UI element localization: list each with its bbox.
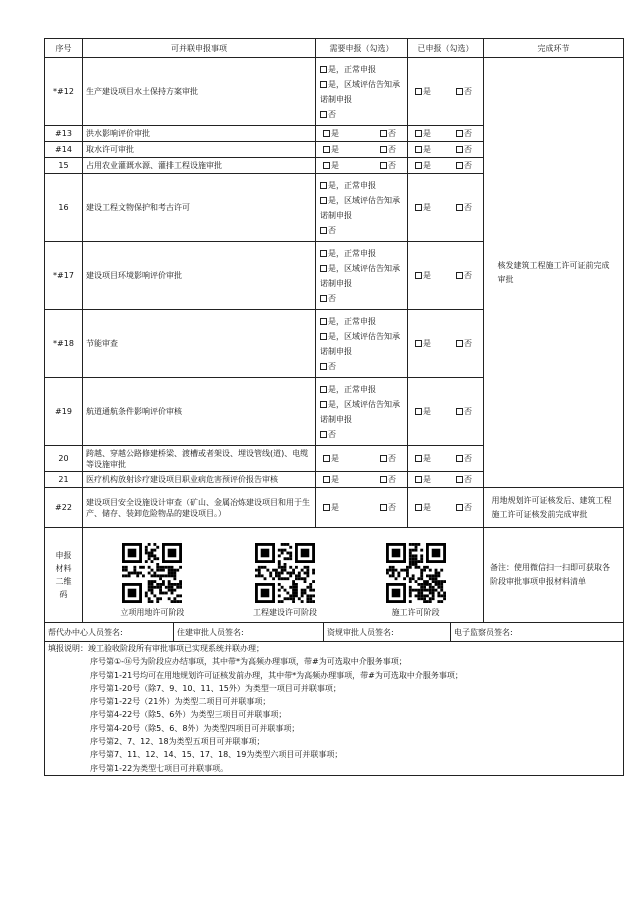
need-yes-checkbox[interactable] [323,455,330,462]
notes-line: 序号第7、11、12、14、15、17、18、19为类型六项目可并联事项； [90,750,343,760]
row-need [316,446,408,472]
need-no-option: 否 [380,502,396,513]
row-done [408,378,484,446]
done-yes-option: 是 [415,144,431,155]
need-yes-option: 是 [323,144,339,155]
need-no-checkbox[interactable] [380,476,387,483]
row-no: *#12 [45,58,83,126]
notes-line: 序号第1-22为类型七项目可并联事项。 [90,763,229,773]
need-yes-checkbox[interactable] [323,162,330,169]
done-no-option: 否 [456,128,472,139]
done-yes-checkbox[interactable] [415,146,422,153]
qr-caption: 立项用地许可阶段 [120,608,185,617]
done-no-option: 否 [456,474,472,485]
row-no: 16 [45,174,83,242]
done-no-checkbox[interactable] [456,455,463,462]
row-done [408,488,484,528]
row-item: 生产建设项目水土保持方案审批 [83,58,316,126]
need-normal-checkbox[interactable] [320,318,327,325]
need-no-checkbox[interactable] [380,455,387,462]
done-no-option: 否 [456,160,472,171]
table-body [45,58,624,528]
row-need [316,174,408,242]
done-yes-checkbox[interactable] [415,340,422,347]
done-yes-checkbox[interactable] [415,272,422,279]
done-no-option: 否 [456,338,472,349]
done-yes-checkbox[interactable] [415,476,422,483]
need-no-checkbox[interactable] [380,146,387,153]
row-item: 跨越、穿越公路修建桥梁、渡槽或者架设、埋设管线(道)、电缆等设施审批 [83,446,316,472]
qr-row [45,528,624,623]
header-stage: 完成环节 [484,39,624,58]
row-item: 取水许可审批 [83,142,316,158]
row-done [408,58,484,126]
notes-title: 填报说明：竣工验收阶段所有审批事项已实现系统并联办理； [48,644,264,653]
need-yes-option: 是 [323,160,339,171]
done-yes-option: 是 [415,270,431,281]
done-no-option: 否 [456,406,472,417]
row-need [316,488,408,528]
done-no-checkbox[interactable] [456,408,463,415]
need-region-option: 是，区域评估告知承诺制申报 [320,399,400,424]
approval-table [44,38,624,623]
table-row [45,488,624,528]
row-done [408,310,484,378]
row-done [408,242,484,310]
qr-caption: 工程建设许可阶段 [252,608,317,617]
row-need [316,158,408,174]
row-need [316,472,408,488]
need-normal-option: 是，正常申报 [320,314,404,329]
row-need [316,378,408,446]
done-no-checkbox[interactable] [456,204,463,211]
done-yes-option: 是 [415,474,431,485]
done-no-checkbox[interactable] [456,340,463,347]
row-done [408,472,484,488]
row-done [408,446,484,472]
done-yes-option: 是 [415,128,431,139]
done-no-checkbox[interactable] [456,476,463,483]
header-item: 可并联申报事项 [83,39,316,58]
signature-planning[interactable]: 资规审批人员签名: [324,623,451,642]
need-normal-checkbox[interactable] [320,386,327,393]
need-no-checkbox[interactable] [380,504,387,511]
done-yes-checkbox[interactable] [415,504,422,511]
row-need [316,126,408,142]
row-item: 建设项目安全设施设计审查（矿山、金属冶炼建设项目和用于生产、储存、装卸危险物品的建设项目。） [83,488,316,528]
done-yes-checkbox[interactable] [415,130,422,137]
done-yes-option: 是 [415,502,431,513]
need-yes-option: 是 [323,502,339,513]
need-region-option: 是，区域评估告知承诺制申报 [320,195,400,220]
done-no-option: 否 [456,202,472,213]
done-no-checkbox[interactable] [456,504,463,511]
need-no-checkbox[interactable] [380,130,387,137]
done-yes-option: 是 [415,453,431,464]
qr-item[interactable] [386,543,446,618]
approval-form [44,38,623,776]
need-normal-option: 是，正常申报 [320,382,404,397]
need-no-checkbox[interactable] [320,295,327,302]
row-no: 20 [45,446,83,472]
header-done: 已申报（勾选） [408,39,484,58]
row-item: 医疗机构放射诊疗建设项目职业病危害预评价报告审核 [83,472,316,488]
row-need [316,58,408,126]
need-normal-option: 是，正常申报 [320,246,404,261]
row-item: 占用农业灌溉水源、灌排工程设施审批 [83,158,316,174]
done-yes-checkbox[interactable] [415,162,422,169]
qr-code-icon [255,543,315,603]
need-normal-option: 是，正常申报 [320,178,404,193]
table-row [45,58,624,126]
need-region-checkbox[interactable] [320,197,327,204]
need-region-option: 是，区域评估告知承诺制申报 [320,331,400,356]
row-done [408,174,484,242]
need-normal-checkbox[interactable] [320,182,327,189]
row-need [316,142,408,158]
need-no-option: 否 [380,128,396,139]
qr-code-icon [386,543,446,603]
signature-row [45,623,624,642]
qr-code-icon [122,543,182,603]
done-yes-option: 是 [415,202,431,213]
row-need [316,242,408,310]
need-region-checkbox[interactable] [320,81,327,88]
qr-codes-cell [83,528,484,623]
row-done [408,158,484,174]
need-region-checkbox[interactable] [320,265,327,272]
need-normal-checkbox[interactable] [320,250,327,257]
row-done [408,126,484,142]
qr-caption: 施工许可阶段 [391,608,440,617]
qr-item[interactable] [120,543,184,618]
stage-cell-2: 用地规划许可证核发后、建筑工程施工许可证核发前完成审批 [484,488,624,528]
signature-construction[interactable]: 住建审批人员签名: [174,623,324,642]
done-no-option: 否 [456,144,472,155]
done-yes-option: 是 [415,338,431,349]
row-need [316,310,408,378]
qr-codes [86,532,480,618]
need-yes-option: 是 [323,453,339,464]
need-yes-option: 是 [323,474,339,485]
notes-line: 序号第①-⑯号为阶段应办结事项，其中带*为高频办理事项，带#为可选取中介服务事项； [90,657,407,667]
need-no-checkbox[interactable] [320,227,327,234]
row-no: #19 [45,378,83,446]
need-normal-option: 是，正常申报 [320,62,404,77]
notes-line: 序号第4-22号（除5、6外）为类型三项目可并联事项； [90,710,287,720]
row-no: #13 [45,126,83,142]
signature-table [44,622,624,776]
need-no-option: 否 [320,359,404,374]
done-yes-option: 是 [415,86,431,97]
done-yes-option: 是 [415,406,431,417]
row-no: *#18 [45,310,83,378]
qr-label: 申报材料二维码 [45,528,83,623]
need-no-checkbox[interactable] [320,363,327,370]
need-no-checkbox[interactable] [320,111,327,118]
notes-line: 序号第1-21号均可在用地规划许可证核发前办理，其中带*为高频办理事项，带#为可选取中介服务事项； [90,670,463,680]
row-no: #22 [45,488,83,528]
row-done [408,142,484,158]
done-yes-checkbox[interactable] [415,455,422,462]
need-region-checkbox[interactable] [320,333,327,340]
done-no-option: 否 [456,502,472,513]
row-item: 洪水影响评价审批 [83,126,316,142]
need-no-option: 否 [380,160,396,171]
need-yes-checkbox[interactable] [323,130,330,137]
row-no: #14 [45,142,83,158]
signature-supervisor[interactable]: 电子监察员签名: [451,623,624,642]
done-yes-option: 是 [415,160,431,171]
row-item: 建设项目环境影响评价审批 [83,242,316,310]
signature-helper-center[interactable]: 帮代办中心人员签名: [45,623,174,642]
need-yes-checkbox[interactable] [323,146,330,153]
notes-line: 序号第4-20号（除5、6、8外）为类型四项目可并联事项； [90,723,300,733]
row-item: 建设工程文物保护和考古许可 [83,174,316,242]
notes-line: 序号第1-22号（21外）为类型二项目可并联事项； [90,697,271,707]
need-normal-checkbox[interactable] [320,66,327,73]
done-no-checkbox[interactable] [456,88,463,95]
need-no-option: 否 [380,474,396,485]
row-no: 15 [45,158,83,174]
done-no-checkbox[interactable] [456,162,463,169]
done-no-option: 否 [456,453,472,464]
done-yes-checkbox[interactable] [415,204,422,211]
header-no: 序号 [45,39,83,58]
notes [45,642,624,776]
row-item: 航道通航条件影响评价审核 [83,378,316,446]
need-region-checkbox[interactable] [320,401,327,408]
notes-row [45,642,624,776]
notes-line: 序号第1-20号（除7、9、10、11、15外）为类型一项目可并联事项； [90,683,341,693]
header-need: 需要申报（勾选） [316,39,408,58]
need-no-checkbox[interactable] [320,431,327,438]
done-no-checkbox[interactable] [456,272,463,279]
need-no-option: 否 [380,453,396,464]
row-no: 21 [45,472,83,488]
done-no-option: 否 [456,86,472,97]
done-yes-checkbox[interactable] [415,88,422,95]
need-no-option: 否 [320,291,404,306]
row-item: 节能审查 [83,310,316,378]
notes-line: 序号第2、7、12、18为类型五项目可并联事项； [90,737,265,747]
need-no-option: 否 [320,107,404,122]
need-yes-option: 是 [323,128,339,139]
need-no-checkbox[interactable] [380,162,387,169]
stage-cell-1: 核发建筑工程施工许可证前完成审批 [484,58,624,488]
done-no-option: 否 [456,270,472,281]
need-no-option: 否 [320,223,404,238]
done-yes-checkbox[interactable] [415,408,422,415]
row-no: *#17 [45,242,83,310]
qr-remark: 备注：使用微信扫一扫即可获取各阶段审批事项申报材料清单 [484,528,624,623]
done-no-checkbox[interactable] [456,146,463,153]
notes-lines [48,655,620,775]
need-region-option: 是，区域评估告知承诺制申报 [320,79,400,104]
done-no-checkbox[interactable] [456,130,463,137]
need-region-option: 是，区域评估告知承诺制申报 [320,263,400,288]
need-no-option: 否 [320,427,404,442]
table-header-row [45,39,624,58]
qr-item[interactable] [253,543,317,618]
need-yes-checkbox[interactable] [323,476,330,483]
need-no-option: 否 [380,144,396,155]
need-yes-checkbox[interactable] [323,504,330,511]
